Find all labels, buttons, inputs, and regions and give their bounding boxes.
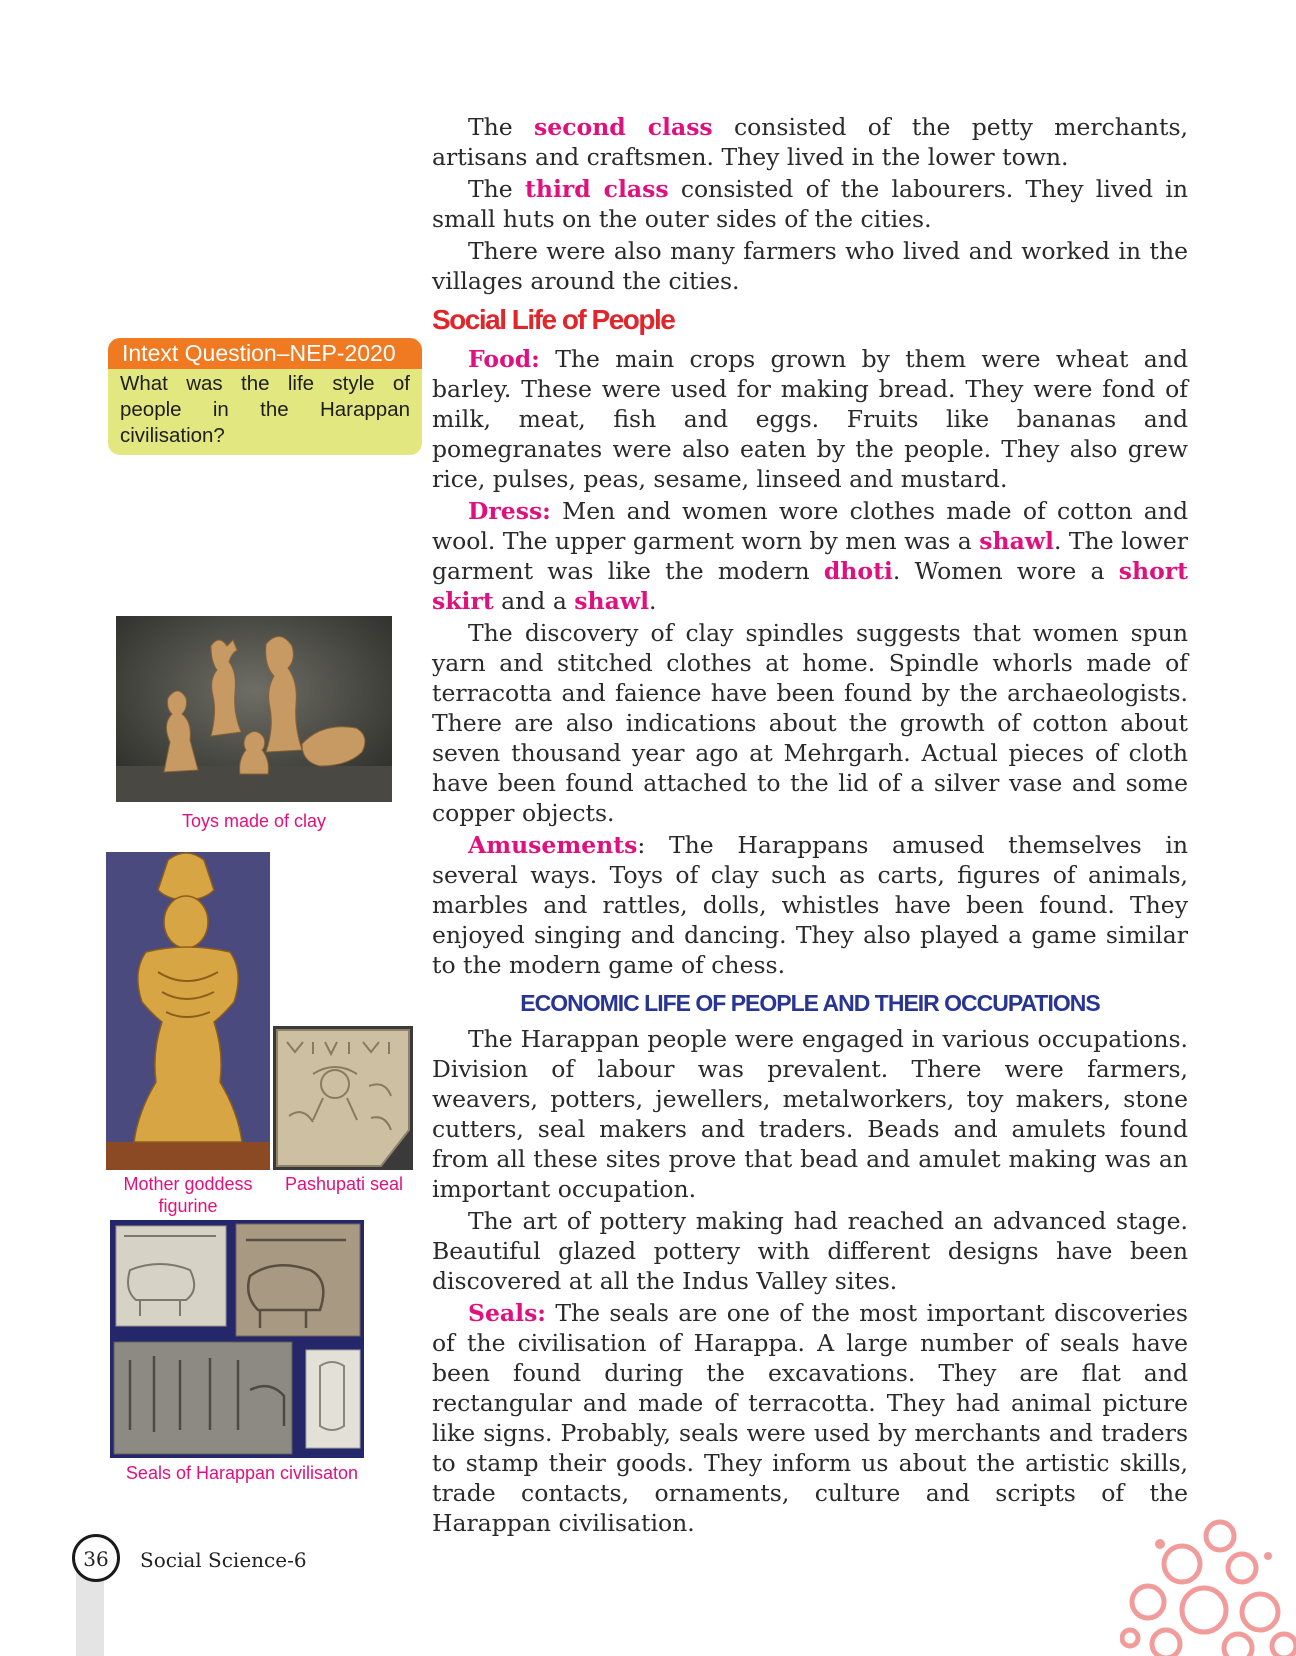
pashupati-seal-photo	[273, 1026, 413, 1170]
term-second-class: second class	[534, 113, 713, 141]
paragraph-spindles: The discovery of clay spindles suggests that women spun yarn and stitched clothes at home. Spindle whorls made of terracotta and faience have been found by the archaeologists. There are also indications about the growth of cotton about seven thousand year ago at Mehrgarh. Actual pieces of cloth have been found attached to the lid of a silver vase and some copper objects.	[432, 619, 1188, 827]
section-heading-social-life: Social Life of People	[432, 304, 675, 335]
intext-question-tag: Intext Question–NEP-2020	[108, 338, 422, 369]
paragraph-pottery: The art of pottery making had reached an advanced stage. Beautiful glazed pottery with different designs have been discovered at all the Indus Valley sites.	[432, 1207, 1188, 1295]
caption-mother-goddess: Mother goddess figurine	[123, 1174, 253, 1216]
paragraph-third-class: The third class consisted of the labourers. They lived in small huts on the outer sides of the cities.	[432, 175, 1188, 233]
caption-toys: Toys made of clay	[181, 811, 327, 831]
toys-photo	[116, 616, 392, 802]
intext-question-box	[108, 338, 422, 455]
main-text-column	[432, 112, 1188, 1540]
label-amusements: Amusements	[468, 831, 638, 859]
paragraph-farmers: There were also many farmers who lived and worked in the villages around the cities.	[432, 237, 1188, 295]
term-shawl-2: shawl	[574, 587, 649, 615]
caption-seals: Seals of Harappan civilisaton	[125, 1463, 359, 1483]
seals-collage-photo	[110, 1220, 364, 1458]
paragraph-food: Food: The main crops grown by them were wheat and barley. These were used for making bread. They were fond of milk, meat, fish and eggs. Fruits like bananas and pomegranates were also eaten by the people. They also grew rice, pulses, peas, sesame, linseed and mustard.	[432, 345, 1188, 493]
page-number: 36	[72, 1534, 120, 1582]
intext-question-text: What was the life style of people in the Harappan civilisation?	[108, 369, 422, 455]
mother-goddess-photo	[106, 852, 270, 1170]
decorative-circles	[1120, 1516, 1296, 1656]
label-food: Food:	[468, 345, 540, 373]
label-dress: Dress:	[468, 497, 551, 525]
term-short-skirt: short skirt	[432, 557, 1188, 615]
term-third-class: third class	[525, 175, 669, 203]
term-shawl: shawl	[979, 527, 1054, 555]
term-dhoti: dhoti	[823, 557, 893, 585]
section-heading-economic-life: ECONOMIC LIFE OF PEOPLE AND THEIR OCCUPATIONS	[520, 990, 1100, 1016]
paragraph-seals: Seals: The seals are one of the most important discoveries of the civilisation of Harappa. A large number of seals have been found during the excavations. They are flat and rectangular and made of terracotta. They had animal picture like signs. Probably, seals were used by merchants and traders to stamp their goods. They inform us about the artistic skills, trade contacts, ornaments, culture and scripts of the Harappan civilisation.	[432, 1299, 1188, 1537]
paragraph-dress: Dress: Men and women wore clothes made of cotton and wool. The upper garment worn by men was a shawl. The lower garment was like the modern dhoti. Women wore a short skirt and a shawl.	[432, 497, 1188, 615]
footer-book-title: Social Science-6	[140, 1548, 307, 1572]
paragraph-second-class: The second class consisted of the petty merchants, artisans and craftsmen. They lived in the lower town.	[432, 113, 1188, 171]
caption-pashupati-seal: Pashupati seal	[284, 1174, 404, 1194]
paragraph-occupations: The Harappan people were engaged in various occupations. Division of labour was prevalent. There were farmers, weavers, potters, jewellers, metalworkers, toy makers, stone cutters, seal makers and traders. Beads and amulets found from all these sites prove that bead and amulet making was an important occupation.	[432, 1025, 1188, 1203]
paragraph-amusements: Amusements: The Harappans amused themselves in several ways. Toys of clay such as carts, figures of animals, marbles and rattles, dolls, whistles have been found. They enjoyed singing and dancing. They also played a game similar to the modern game of chess.	[432, 831, 1188, 979]
label-seals: Seals:	[468, 1299, 546, 1327]
